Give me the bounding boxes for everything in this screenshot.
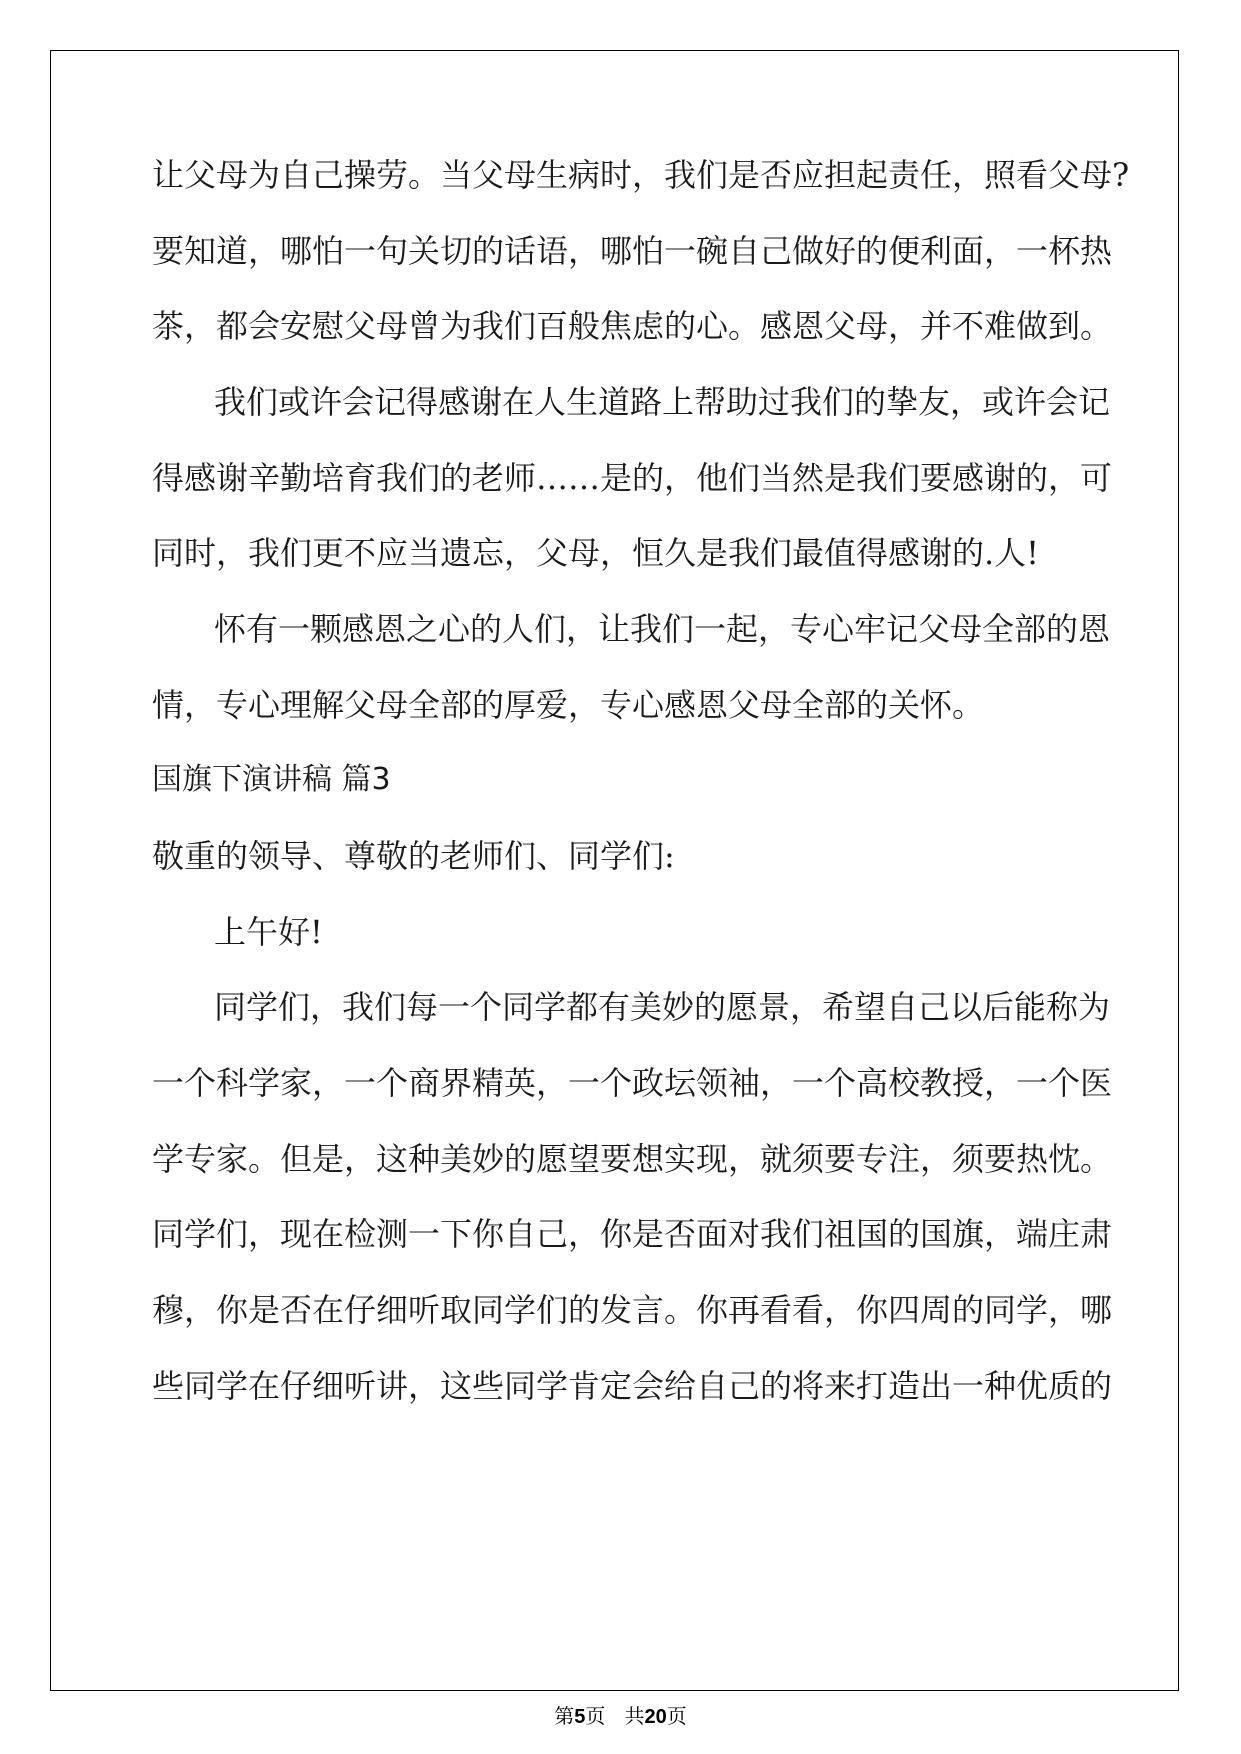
footer-prefix: 第 xyxy=(554,1704,575,1728)
body-line: 得感谢辛勤培育我们的老师……是的，他们当然是我们要感谢的，可 xyxy=(152,459,1113,497)
body-line: 情，专心理解父母全部的厚爱，专心感恩父母全部的关怀。 xyxy=(152,686,985,724)
body-line: 同学们，现在检测一下你自己，你是否面对我们祖国的国旗，端庄肃 xyxy=(152,1215,1113,1253)
body-line: 些同学在仔细听讲，这些同学肯定会给自己的将来打造出一种优质的 xyxy=(152,1367,1113,1405)
body-line: 让父母为自己操劳。当父母生病时，我们是否应担起责任，照看父母? xyxy=(152,156,1130,194)
paragraph-start-line: 我们或许会记得感谢在人生道路上帮助过我们的挚友，或许会记 xyxy=(214,383,1111,421)
total-pages-number: 20 xyxy=(644,1706,667,1728)
current-page-number: 5 xyxy=(574,1706,586,1728)
body-line: 一个科学家，一个商界精英，一个政坛领袖，一个高校教授，一个医 xyxy=(152,1064,1113,1102)
paragraph-start-line: 同学们，我们每一个同学都有美妙的愿景，希望自己以后能称为 xyxy=(214,988,1111,1026)
body-line: 穆，你是否在仔细听取同学们的发言。你再看看，你四周的同学，哪 xyxy=(152,1291,1113,1329)
body-line: 学专家。但是，这种美妙的愿望要想实现，就须要专注，须要热忱。 xyxy=(152,1140,1113,1178)
footer-total-prefix: 共 xyxy=(624,1704,645,1728)
greeting: 上午好! xyxy=(214,913,323,951)
paragraph-start-line: 怀有一颗感恩之心的人们，让我们一起，专心牢记父母全部的恩 xyxy=(214,610,1111,648)
salutation: 敬重的领导、尊敬的老师们、同学们: xyxy=(152,837,675,875)
body-line: 茶，都会安慰父母曾为我们百般焦虑的心。感恩父母，并不难做到。 xyxy=(152,307,1113,345)
footer-page-suffix: 页 xyxy=(585,1704,606,1728)
body-line: 同时，我们更不应当遗忘，父母，恒久是我们最值得感谢的.人! xyxy=(152,534,1040,572)
page-footer xyxy=(0,1700,1241,1729)
section-heading: 国旗下演讲稿 篇3 xyxy=(152,762,391,797)
body-line: 要知道，哪怕一句关切的话语，哪怕一碗自己做好的便利面，一杯热 xyxy=(152,232,1113,270)
footer-total-suffix: 页 xyxy=(666,1704,687,1728)
